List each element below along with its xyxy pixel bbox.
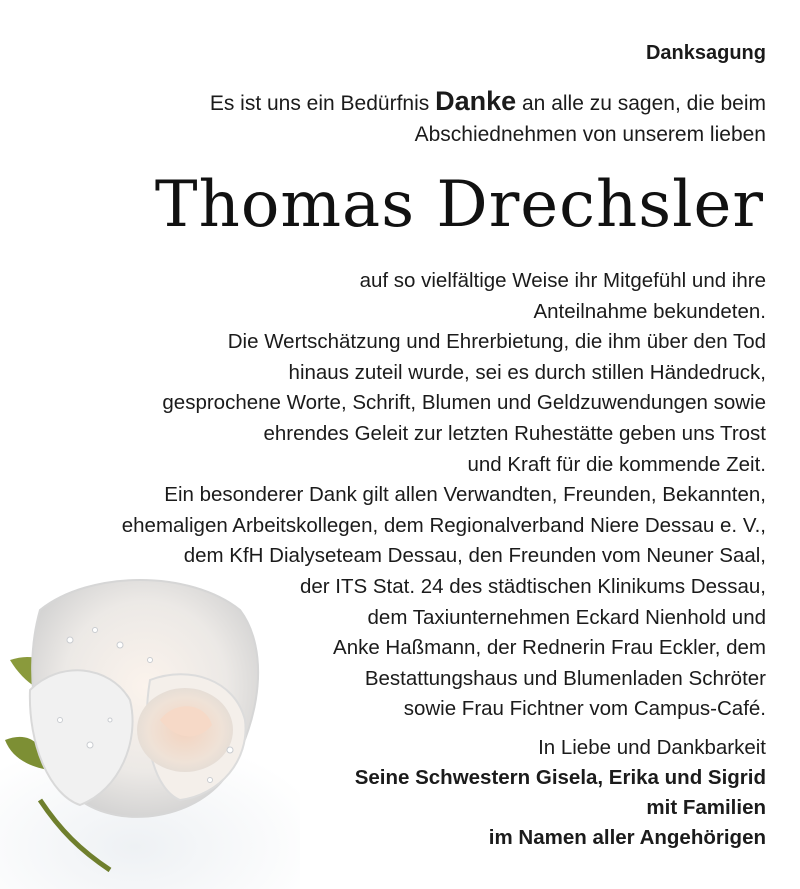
body-line: auf so vielfältige Weise ihr Mitgefühl und ihre <box>359 269 766 292</box>
body-line: dem KfH Dialyseteam Dessau, den Freunden vom Neuner Saal, <box>183 544 766 568</box>
body-line: und Kraft für die kommende Zeit. <box>467 452 766 476</box>
body-line: Anteilnahme bekundeten. <box>533 299 766 323</box>
body-text <box>122 266 766 725</box>
intro-text <box>210 86 766 150</box>
body-line: gesprochene Worte, Schrift, Blumen und Geldzuwendungen sowie <box>162 391 766 415</box>
deceased-name: Thomas Drechsler <box>154 168 764 242</box>
closing-relatives: im Namen aller Angehörigen <box>488 826 766 849</box>
body-line: hinaus zuteil wurde, sei es durch stillen Händedruck, <box>288 360 766 384</box>
closing-signature <box>355 733 766 853</box>
notice-heading: Danksagung <box>645 42 766 64</box>
intro-line-1: Es ist uns ein Bedürfnis Danke an alle zu sagen, die beim <box>209 86 766 116</box>
closing-signers: Seine Schwestern Gisela, Erika und Sigrid <box>354 766 766 789</box>
closing-greeting: In Liebe und Dankbarkeit <box>538 736 766 759</box>
body-line: sowie Frau Fichtner vom Campus-Café. <box>403 697 766 721</box>
body-line: Bestattungshaus und Blumenladen Schröter <box>364 666 766 690</box>
body-line: der ITS Stat. 24 des städtischen Klinikums Dessau, <box>299 574 766 598</box>
intro-line-2: Abschiednehmen von unserem lieben <box>414 123 766 146</box>
body-line: Die Wertschätzung und Ehrerbietung, die ihm über den Tod <box>227 330 766 354</box>
danke-emphasis: Danke <box>435 86 517 116</box>
body-line: dem Taxiunternehmen Eckard Nienhold und <box>367 605 766 629</box>
body-line: Anke Haßmann, der Rednerin Frau Eckler, dem <box>333 636 766 660</box>
body-line: ehrendes Geleit zur letzten Ruhestätte geben uns Trost <box>263 421 766 445</box>
body-line: ehemaligen Arbeitskollegen, dem Regionalverband Niere Dessau e. V., <box>121 513 766 537</box>
closing-families: mit Familien <box>646 796 766 819</box>
body-line: Ein besonderer Dank gilt allen Verwandten, Freunden, Bekannten, <box>164 483 766 507</box>
